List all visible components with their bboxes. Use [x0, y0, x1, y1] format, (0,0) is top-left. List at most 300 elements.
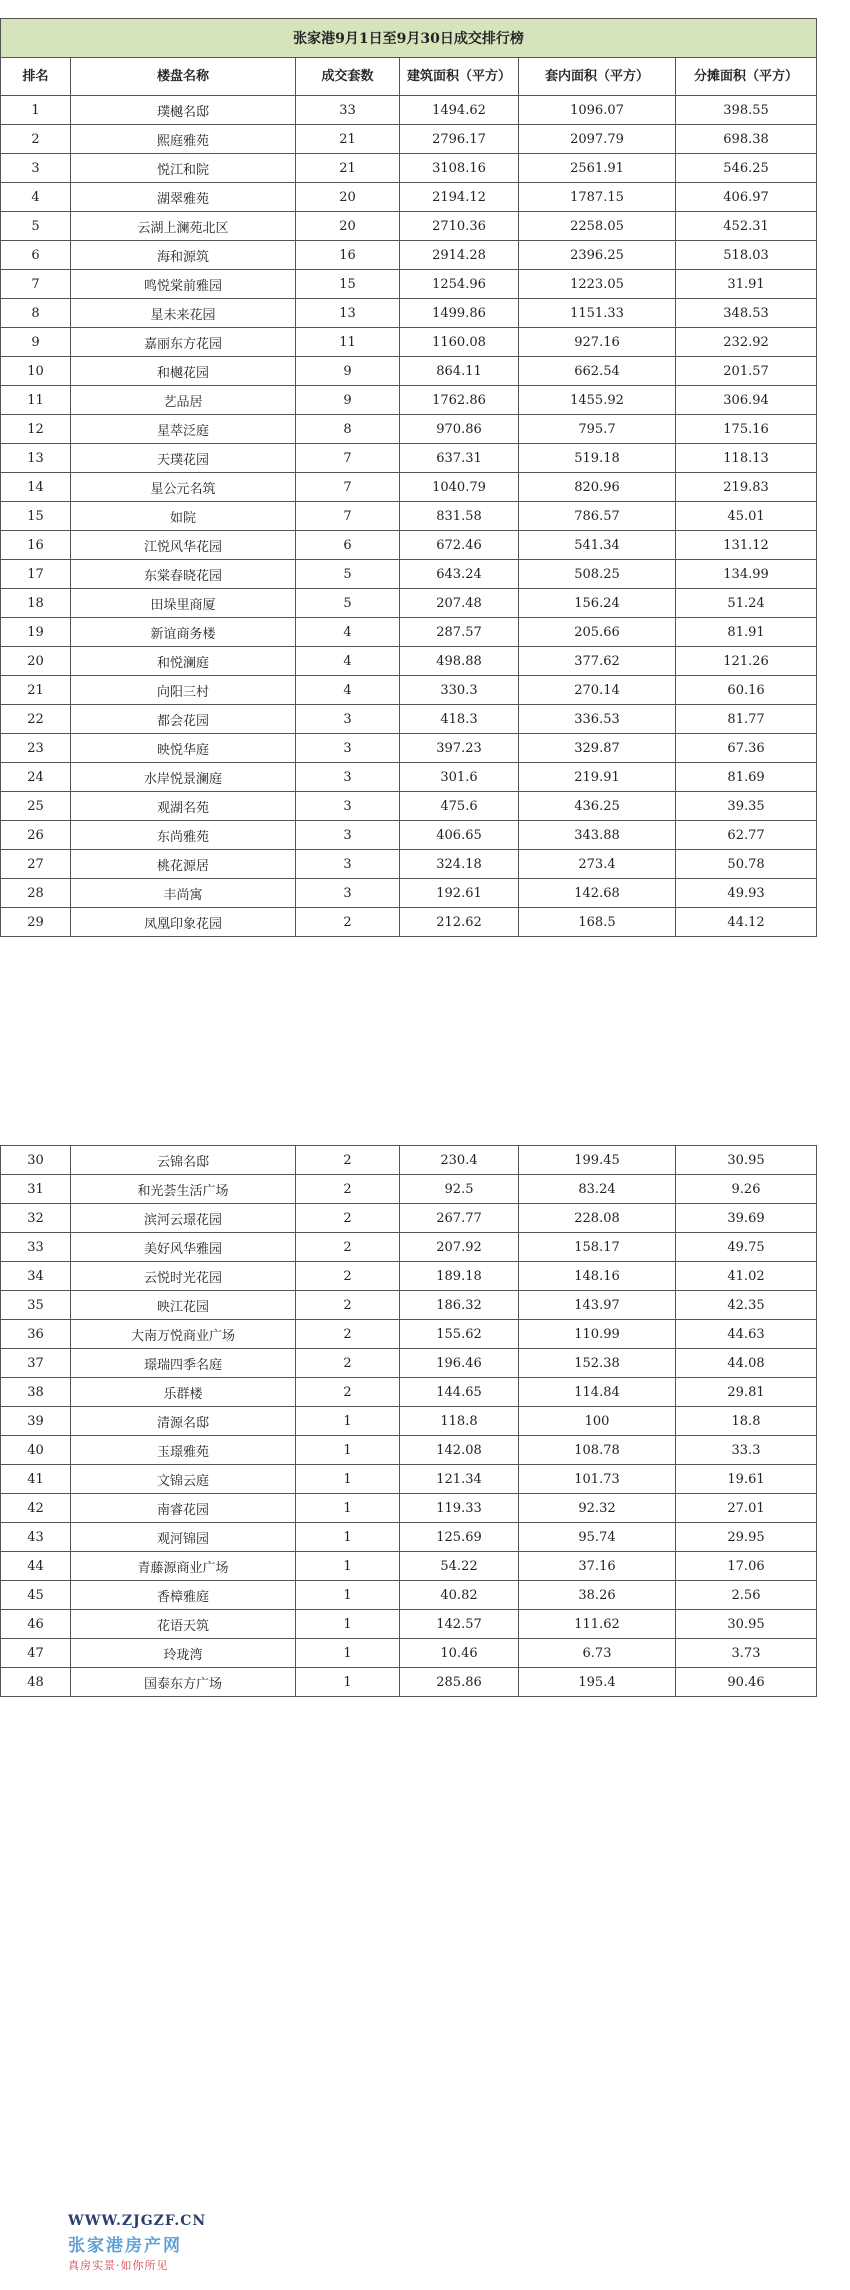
- rank-cell: 13: [1, 444, 71, 473]
- net-area-cell: 343.88: [519, 821, 676, 850]
- table-row: [1, 1349, 817, 1378]
- table-row: [1, 1581, 817, 1610]
- gross-area-cell: 142.08: [400, 1436, 519, 1465]
- net-area-cell: 156.24: [519, 589, 676, 618]
- shared-area-cell: 30.95: [676, 1610, 817, 1639]
- gross-area-cell: 406.65: [400, 821, 519, 850]
- net-area-cell: 927.16: [519, 328, 676, 357]
- net-area-cell: 662.54: [519, 357, 676, 386]
- header-shared-area: 分摊面积（平方）: [676, 58, 817, 96]
- shared-area-cell: 518.03: [676, 241, 817, 270]
- gross-area-cell: 40.82: [400, 1581, 519, 1610]
- table-row: [1, 1262, 817, 1291]
- shared-area-cell: 42.35: [676, 1291, 817, 1320]
- rank-cell: 2: [1, 125, 71, 154]
- gross-area-cell: 2710.36: [400, 212, 519, 241]
- gross-area-cell: 1160.08: [400, 328, 519, 357]
- project-name-cell: 南睿花园: [71, 1494, 296, 1523]
- net-area-cell: 329.87: [519, 734, 676, 763]
- gross-area-cell: 267.77: [400, 1204, 519, 1233]
- gross-area-cell: 155.62: [400, 1320, 519, 1349]
- project-name-cell: 美好风华雅园: [71, 1233, 296, 1262]
- gross-area-cell: 121.34: [400, 1465, 519, 1494]
- table-row: [1, 531, 817, 560]
- units-cell: 1: [296, 1523, 400, 1552]
- table-row: [1, 821, 817, 850]
- gross-area-cell: 1254.96: [400, 270, 519, 299]
- project-name-cell: 青藤源商业广场: [71, 1552, 296, 1581]
- table-row: [1, 1204, 817, 1233]
- project-name-cell: 湖翠雅苑: [71, 183, 296, 212]
- project-name-cell: 星公元名筑: [71, 473, 296, 502]
- units-cell: 1: [296, 1639, 400, 1668]
- units-cell: 3: [296, 879, 400, 908]
- project-name-cell: 大南万悦商业广场: [71, 1320, 296, 1349]
- net-area-cell: 205.66: [519, 618, 676, 647]
- project-name-cell: 田垛里商厦: [71, 589, 296, 618]
- gross-area-cell: 2194.12: [400, 183, 519, 212]
- units-cell: 3: [296, 763, 400, 792]
- units-cell: 9: [296, 357, 400, 386]
- shared-area-cell: 219.83: [676, 473, 817, 502]
- units-cell: 20: [296, 183, 400, 212]
- units-cell: 33: [296, 96, 400, 125]
- project-name-cell: 滨河云璟花园: [71, 1204, 296, 1233]
- rank-cell: 14: [1, 473, 71, 502]
- rank-cell: 4: [1, 183, 71, 212]
- gross-area-cell: 189.18: [400, 1262, 519, 1291]
- project-name-cell: 国泰东方广场: [71, 1668, 296, 1697]
- shared-area-cell: 306.94: [676, 386, 817, 415]
- gross-area-cell: 418.3: [400, 705, 519, 734]
- rank-cell: 45: [1, 1581, 71, 1610]
- net-area-cell: 786.57: [519, 502, 676, 531]
- net-area-cell: 228.08: [519, 1204, 676, 1233]
- project-name-cell: 和悦澜庭: [71, 647, 296, 676]
- project-name-cell: 东棠春晓花园: [71, 560, 296, 589]
- table-row: [1, 125, 817, 154]
- project-name-cell: 东尚雅苑: [71, 821, 296, 850]
- table-row: [1, 1610, 817, 1639]
- rank-cell: 47: [1, 1639, 71, 1668]
- table-row: [1, 763, 817, 792]
- project-name-cell: 水岸悦景澜庭: [71, 763, 296, 792]
- gross-area-cell: 285.86: [400, 1668, 519, 1697]
- net-area-cell: 83.24: [519, 1175, 676, 1204]
- net-area-cell: 195.4: [519, 1668, 676, 1697]
- shared-area-cell: 9.26: [676, 1175, 817, 1204]
- project-name-cell: 凤凰印象花园: [71, 908, 296, 937]
- rank-cell: 24: [1, 763, 71, 792]
- units-cell: 7: [296, 473, 400, 502]
- units-cell: 2: [296, 1378, 400, 1407]
- units-cell: 3: [296, 705, 400, 734]
- project-name-cell: 嘉丽东方花园: [71, 328, 296, 357]
- rank-cell: 48: [1, 1668, 71, 1697]
- table-row: [1, 1668, 817, 1697]
- table-row: [1, 96, 817, 125]
- rank-cell: 18: [1, 589, 71, 618]
- gross-area-cell: 212.62: [400, 908, 519, 937]
- rank-cell: 21: [1, 676, 71, 705]
- shared-area-cell: 2.56: [676, 1581, 817, 1610]
- net-area-cell: 199.45: [519, 1146, 676, 1175]
- table-row: [1, 850, 817, 879]
- project-name-cell: 云湖上澜苑北区: [71, 212, 296, 241]
- table-row: [1, 1639, 817, 1668]
- net-area-cell: 100: [519, 1407, 676, 1436]
- units-cell: 3: [296, 821, 400, 850]
- rank-cell: 12: [1, 415, 71, 444]
- units-cell: 2: [296, 1175, 400, 1204]
- units-cell: 6: [296, 531, 400, 560]
- gross-area-cell: 54.22: [400, 1552, 519, 1581]
- net-area-cell: 168.5: [519, 908, 676, 937]
- units-cell: 4: [296, 647, 400, 676]
- project-name-cell: 如院: [71, 502, 296, 531]
- units-cell: 20: [296, 212, 400, 241]
- logo-slogan: 真房实景·如你所见: [68, 2259, 169, 2272]
- project-name-cell: 悦江和院: [71, 154, 296, 183]
- net-area-cell: 114.84: [519, 1378, 676, 1407]
- units-cell: 2: [296, 1262, 400, 1291]
- units-cell: 3: [296, 850, 400, 879]
- shared-area-cell: 348.53: [676, 299, 817, 328]
- net-area-cell: 38.26: [519, 1581, 676, 1610]
- units-cell: 1: [296, 1610, 400, 1639]
- project-name-cell: 星未来花园: [71, 299, 296, 328]
- shared-area-cell: 44.08: [676, 1349, 817, 1378]
- project-name-cell: 新谊商务楼: [71, 618, 296, 647]
- net-area-cell: 219.91: [519, 763, 676, 792]
- net-area-cell: 152.38: [519, 1349, 676, 1378]
- gross-area-cell: 330.3: [400, 676, 519, 705]
- rank-cell: 27: [1, 850, 71, 879]
- project-name-cell: 玲珑湾: [71, 1639, 296, 1668]
- gross-area-cell: 1040.79: [400, 473, 519, 502]
- net-area-cell: 92.32: [519, 1494, 676, 1523]
- shared-area-cell: 406.97: [676, 183, 817, 212]
- table-row: [1, 908, 817, 937]
- gross-area-cell: 1762.86: [400, 386, 519, 415]
- rank-cell: 39: [1, 1407, 71, 1436]
- units-cell: 3: [296, 734, 400, 763]
- project-name-cell: 乐群楼: [71, 1378, 296, 1407]
- rank-cell: 34: [1, 1262, 71, 1291]
- shared-area-cell: 81.77: [676, 705, 817, 734]
- gross-area-cell: 287.57: [400, 618, 519, 647]
- rank-cell: 38: [1, 1378, 71, 1407]
- rank-cell: 35: [1, 1291, 71, 1320]
- table-row: [1, 444, 817, 473]
- net-area-cell: 336.53: [519, 705, 676, 734]
- units-cell: 1: [296, 1668, 400, 1697]
- units-cell: 21: [296, 125, 400, 154]
- shared-area-cell: 118.13: [676, 444, 817, 473]
- units-cell: 1: [296, 1436, 400, 1465]
- shared-area-cell: 31.91: [676, 270, 817, 299]
- gross-area-cell: 92.5: [400, 1175, 519, 1204]
- rank-cell: 26: [1, 821, 71, 850]
- table-row: [1, 1378, 817, 1407]
- shared-area-cell: 44.12: [676, 908, 817, 937]
- net-area-cell: 270.14: [519, 676, 676, 705]
- table-row: [1, 560, 817, 589]
- net-area-cell: 541.34: [519, 531, 676, 560]
- shared-area-cell: 3.73: [676, 1639, 817, 1668]
- units-cell: 2: [296, 1233, 400, 1262]
- table-row: [1, 386, 817, 415]
- rank-cell: 6: [1, 241, 71, 270]
- table-row: [1, 676, 817, 705]
- project-name-cell: 花语天筑: [71, 1610, 296, 1639]
- table-row: [1, 589, 817, 618]
- net-area-cell: 1223.05: [519, 270, 676, 299]
- project-name-cell: 云悦时光花园: [71, 1262, 296, 1291]
- table-title: 张家港9月1日至9月30日成交排行榜: [1, 19, 817, 58]
- gross-area-cell: 142.57: [400, 1610, 519, 1639]
- gross-area-cell: 230.4: [400, 1146, 519, 1175]
- gross-area-cell: 864.11: [400, 357, 519, 386]
- net-area-cell: 820.96: [519, 473, 676, 502]
- net-area-cell: 436.25: [519, 792, 676, 821]
- project-name-cell: 和光荟生活广场: [71, 1175, 296, 1204]
- units-cell: 8: [296, 415, 400, 444]
- project-name-cell: 都会花园: [71, 705, 296, 734]
- table-row: [1, 212, 817, 241]
- units-cell: 4: [296, 618, 400, 647]
- header-net-area: 套内面积（平方）: [519, 58, 676, 96]
- shared-area-cell: 546.25: [676, 154, 817, 183]
- shared-area-cell: 18.8: [676, 1407, 817, 1436]
- net-area-cell: 273.4: [519, 850, 676, 879]
- net-area-cell: 2258.05: [519, 212, 676, 241]
- gross-area-cell: 397.23: [400, 734, 519, 763]
- rank-cell: 23: [1, 734, 71, 763]
- table-row: [1, 154, 817, 183]
- rank-cell: 1: [1, 96, 71, 125]
- gross-area-cell: 119.33: [400, 1494, 519, 1523]
- net-area-cell: 2396.25: [519, 241, 676, 270]
- table-row: [1, 734, 817, 763]
- rank-cell: 36: [1, 1320, 71, 1349]
- net-area-cell: 143.97: [519, 1291, 676, 1320]
- project-name-cell: 丰尚寓: [71, 879, 296, 908]
- rank-cell: 7: [1, 270, 71, 299]
- table-row: [1, 241, 817, 270]
- gross-area-cell: 2914.28: [400, 241, 519, 270]
- units-cell: 1: [296, 1494, 400, 1523]
- header-gross-area: 建筑面积（平方）: [400, 58, 519, 96]
- project-name-cell: 香樟雅庭: [71, 1581, 296, 1610]
- shared-area-cell: 698.38: [676, 125, 817, 154]
- table-row: [1, 1407, 817, 1436]
- units-cell: 2: [296, 1204, 400, 1233]
- table-row: [1, 647, 817, 676]
- rank-cell: 43: [1, 1523, 71, 1552]
- shared-area-cell: 201.57: [676, 357, 817, 386]
- units-cell: 2: [296, 908, 400, 937]
- net-area-cell: 1455.92: [519, 386, 676, 415]
- rank-cell: 31: [1, 1175, 71, 1204]
- shared-area-cell: 39.69: [676, 1204, 817, 1233]
- rank-cell: 37: [1, 1349, 71, 1378]
- shared-area-cell: 51.24: [676, 589, 817, 618]
- net-area-cell: 1787.15: [519, 183, 676, 212]
- project-name-cell: 文锦云庭: [71, 1465, 296, 1494]
- gross-area-cell: 207.92: [400, 1233, 519, 1262]
- gross-area-cell: 831.58: [400, 502, 519, 531]
- rank-cell: 9: [1, 328, 71, 357]
- net-area-cell: 377.62: [519, 647, 676, 676]
- rank-cell: 19: [1, 618, 71, 647]
- header-project-name: 楼盘名称: [71, 58, 296, 96]
- units-cell: 4: [296, 676, 400, 705]
- units-cell: 7: [296, 502, 400, 531]
- shared-area-cell: 81.91: [676, 618, 817, 647]
- units-cell: 15: [296, 270, 400, 299]
- net-area-cell: 111.62: [519, 1610, 676, 1639]
- net-area-cell: 6.73: [519, 1639, 676, 1668]
- gross-area-cell: 475.6: [400, 792, 519, 821]
- project-name-cell: 鸣悦棠前雅园: [71, 270, 296, 299]
- net-area-cell: 2561.91: [519, 154, 676, 183]
- table-row: [1, 1494, 817, 1523]
- ranking-table-part2: [0, 1145, 817, 1697]
- units-cell: 2: [296, 1146, 400, 1175]
- net-area-cell: 1151.33: [519, 299, 676, 328]
- rank-cell: 25: [1, 792, 71, 821]
- shared-area-cell: 29.95: [676, 1523, 817, 1552]
- units-cell: 11: [296, 328, 400, 357]
- shared-area-cell: 17.06: [676, 1552, 817, 1581]
- shared-area-cell: 49.75: [676, 1233, 817, 1262]
- units-cell: 9: [296, 386, 400, 415]
- table-row: [1, 299, 817, 328]
- table-row: [1, 1465, 817, 1494]
- gross-area-cell: 301.6: [400, 763, 519, 792]
- shared-area-cell: 45.01: [676, 502, 817, 531]
- shared-area-cell: 41.02: [676, 1262, 817, 1291]
- gross-area-cell: 192.61: [400, 879, 519, 908]
- gross-area-cell: 672.46: [400, 531, 519, 560]
- units-cell: 1: [296, 1465, 400, 1494]
- rank-cell: 44: [1, 1552, 71, 1581]
- project-name-cell: 观河锦园: [71, 1523, 296, 1552]
- rank-cell: 42: [1, 1494, 71, 1523]
- table-row: [1, 328, 817, 357]
- units-cell: 21: [296, 154, 400, 183]
- project-name-cell: 桃花源居: [71, 850, 296, 879]
- table-row: [1, 1233, 817, 1262]
- table-row: [1, 415, 817, 444]
- units-cell: 1: [296, 1581, 400, 1610]
- logo-name: 张家港房产网: [68, 2236, 182, 2256]
- table-body-part1: [1, 96, 817, 937]
- shared-area-cell: 49.93: [676, 879, 817, 908]
- units-cell: 7: [296, 444, 400, 473]
- table-row: [1, 1436, 817, 1465]
- rank-cell: 8: [1, 299, 71, 328]
- shared-area-cell: 452.31: [676, 212, 817, 241]
- project-name-cell: 璞樾名邸: [71, 96, 296, 125]
- gross-area-cell: 637.31: [400, 444, 519, 473]
- rank-cell: 40: [1, 1436, 71, 1465]
- net-area-cell: 158.17: [519, 1233, 676, 1262]
- header-row: [1, 58, 817, 96]
- project-name-cell: 清源名邸: [71, 1407, 296, 1436]
- gross-area-cell: 498.88: [400, 647, 519, 676]
- gross-area-cell: 125.69: [400, 1523, 519, 1552]
- table-row: [1, 879, 817, 908]
- net-area-cell: 519.18: [519, 444, 676, 473]
- table-row: [1, 357, 817, 386]
- table-row: [1, 618, 817, 647]
- units-cell: 2: [296, 1291, 400, 1320]
- shared-area-cell: 131.12: [676, 531, 817, 560]
- rank-cell: 30: [1, 1146, 71, 1175]
- header-units-sold: 成交套数: [296, 58, 400, 96]
- table-row: [1, 270, 817, 299]
- project-name-cell: 星萃泛庭: [71, 415, 296, 444]
- rank-cell: 32: [1, 1204, 71, 1233]
- shared-area-cell: 90.46: [676, 1668, 817, 1697]
- table-row: [1, 1291, 817, 1320]
- project-name-cell: 璟瑞四季名庭: [71, 1349, 296, 1378]
- shared-area-cell: 19.61: [676, 1465, 817, 1494]
- rank-cell: 5: [1, 212, 71, 241]
- net-area-cell: 2097.79: [519, 125, 676, 154]
- project-name-cell: 向阳三村: [71, 676, 296, 705]
- rank-cell: 10: [1, 357, 71, 386]
- project-name-cell: 云锦名邸: [71, 1146, 296, 1175]
- table-row: [1, 1320, 817, 1349]
- gross-area-cell: 324.18: [400, 850, 519, 879]
- gross-area-cell: 1499.86: [400, 299, 519, 328]
- shared-area-cell: 44.63: [676, 1320, 817, 1349]
- project-name-cell: 熙庭雅苑: [71, 125, 296, 154]
- site-logo: [68, 2213, 268, 2273]
- net-area-cell: 508.25: [519, 560, 676, 589]
- shared-area-cell: 30.95: [676, 1146, 817, 1175]
- project-name-cell: 江悦风华花园: [71, 531, 296, 560]
- gross-area-cell: 2796.17: [400, 125, 519, 154]
- gross-area-cell: 186.32: [400, 1291, 519, 1320]
- table-row: [1, 1523, 817, 1552]
- units-cell: 16: [296, 241, 400, 270]
- table-row: [1, 1552, 817, 1581]
- shared-area-cell: 29.81: [676, 1378, 817, 1407]
- rank-cell: 29: [1, 908, 71, 937]
- shared-area-cell: 39.35: [676, 792, 817, 821]
- net-area-cell: 1096.07: [519, 96, 676, 125]
- shared-area-cell: 33.3: [676, 1436, 817, 1465]
- units-cell: 5: [296, 560, 400, 589]
- project-name-cell: 玉璟雅苑: [71, 1436, 296, 1465]
- net-area-cell: 95.74: [519, 1523, 676, 1552]
- gross-area-cell: 3108.16: [400, 154, 519, 183]
- gross-area-cell: 643.24: [400, 560, 519, 589]
- units-cell: 2: [296, 1349, 400, 1378]
- gross-area-cell: 10.46: [400, 1639, 519, 1668]
- rank-cell: 41: [1, 1465, 71, 1494]
- rank-cell: 17: [1, 560, 71, 589]
- ranking-table-part1: [0, 18, 817, 937]
- rank-cell: 11: [1, 386, 71, 415]
- gross-area-cell: 118.8: [400, 1407, 519, 1436]
- shared-area-cell: 121.26: [676, 647, 817, 676]
- net-area-cell: 148.16: [519, 1262, 676, 1291]
